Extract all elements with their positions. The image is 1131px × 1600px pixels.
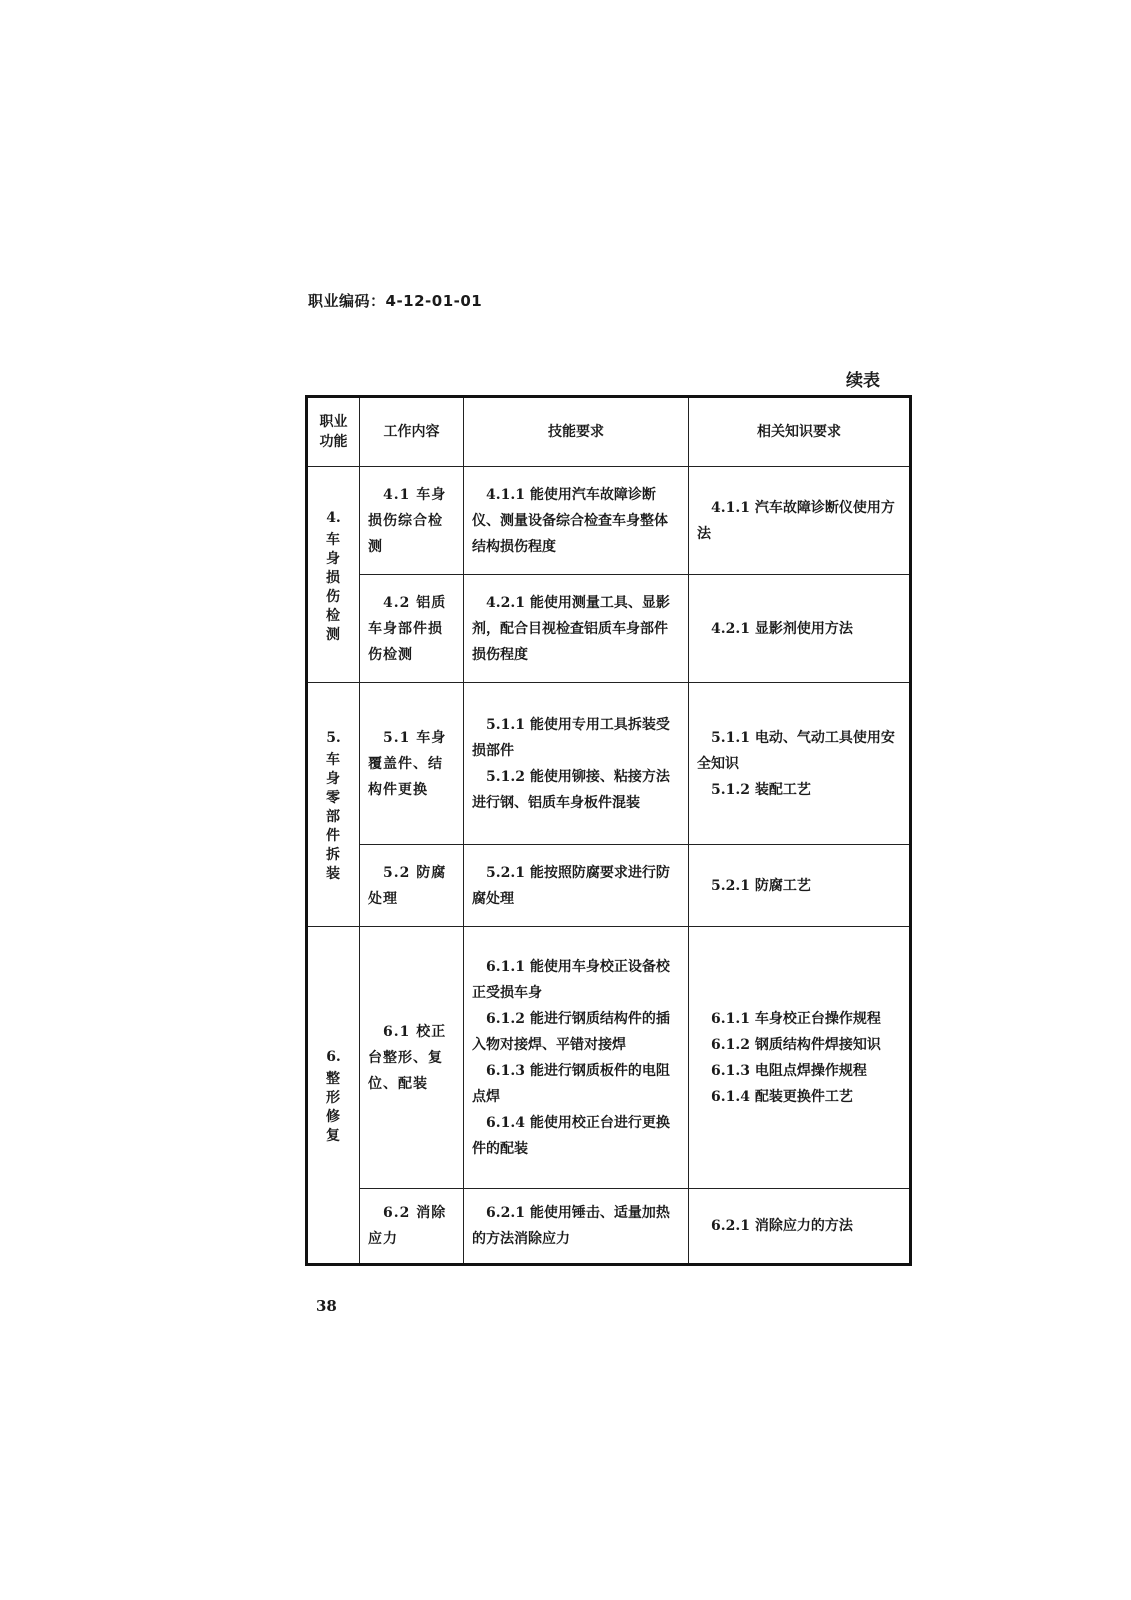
table-row — [307, 467, 911, 575]
page-number: 38 — [316, 1297, 337, 1315]
function-cell-4 — [307, 467, 360, 683]
knowledge-cell: 6.1.1 车身校正台操作规程 6.1.2 钢质结构件焊接知识 6.1.3 电阻点焊操作规程 6.1.4 配装更换件工艺 — [689, 927, 911, 1189]
knowledge-cell: 6.2.1 消除应力的方法 — [689, 1189, 911, 1265]
skill-cell: 4.1.1 能使用汽车故障诊断仪、测量设备综合检查车身整体结构损伤程度 — [464, 467, 689, 575]
table-header-row — [307, 397, 911, 467]
function-cell-6 — [307, 927, 360, 1265]
occupation-code: 职业编码：4-12-01-01 — [308, 292, 483, 310]
function-name: 车 身 损 伤 检 测 — [326, 531, 341, 643]
table-row — [307, 845, 911, 927]
function-cell-5 — [307, 683, 360, 927]
skills-table — [305, 395, 912, 1266]
work-content-cell: 5.2 防腐处理 — [360, 845, 464, 927]
knowledge-cell: 4.1.1 汽车故障诊断仪使用方法 — [689, 467, 911, 575]
header-work-content: 工作内容 — [360, 397, 464, 467]
header-skill: 技能要求 — [464, 397, 689, 467]
continued-label: 续表 — [846, 371, 880, 391]
table-row — [307, 927, 911, 1189]
function-number: 5. — [326, 730, 341, 746]
function-name: 车 身 零 部 件 拆 装 — [326, 752, 341, 882]
knowledge-cell: 4.2.1 显影剂使用方法 — [689, 575, 911, 683]
function-name: 整 形 修 复 — [326, 1071, 341, 1144]
knowledge-cell: 5.2.1 防腐工艺 — [689, 845, 911, 927]
skill-cell: 4.2.1 能使用测量工具、显影剂，配合目视检查铝质车身部件损伤程度 — [464, 575, 689, 683]
work-content-cell: 6.1 校正台整形、复位、配装 — [360, 927, 464, 1189]
work-content-cell: 6.2 消除应力 — [360, 1189, 464, 1265]
work-content-cell: 4.2 铝质车身部件损伤检测 — [360, 575, 464, 683]
function-number: 4. — [326, 509, 341, 526]
header-function: 职业 功能 — [307, 397, 360, 467]
table-row — [307, 575, 911, 683]
skill-cell: 6.1.1 能使用车身校正设备校正受损车身 6.1.2 能进行钢质结构件的插入物对接焊、平错对接焊 6.1.3 能进行钢质板件的电阻点焊 6.1.4 能使用校正台进行更换件的配装 — [464, 927, 689, 1189]
skill-cell: 5.1.1 能使用专用工具拆装受损部件 5.1.2 能使用铆接、粘接方法进行钢、铝质车身板件混装 — [464, 683, 689, 845]
table-row — [307, 1189, 911, 1265]
function-number: 6. — [326, 1049, 341, 1065]
work-content-cell: 4.1 车身损伤综合检测 — [360, 467, 464, 575]
work-content-cell: 5.1 车身覆盖件、结构件更换 — [360, 683, 464, 845]
skill-cell: 6.2.1 能使用锤击、适量加热的方法消除应力 — [464, 1189, 689, 1265]
skill-cell: 5.2.1 能按照防腐要求进行防腐处理 — [464, 845, 689, 927]
header-knowledge: 相关知识要求 — [689, 397, 911, 467]
table-row — [307, 683, 911, 845]
knowledge-cell: 5.1.1 电动、气动工具使用安全知识 5.1.2 装配工艺 — [689, 683, 911, 845]
